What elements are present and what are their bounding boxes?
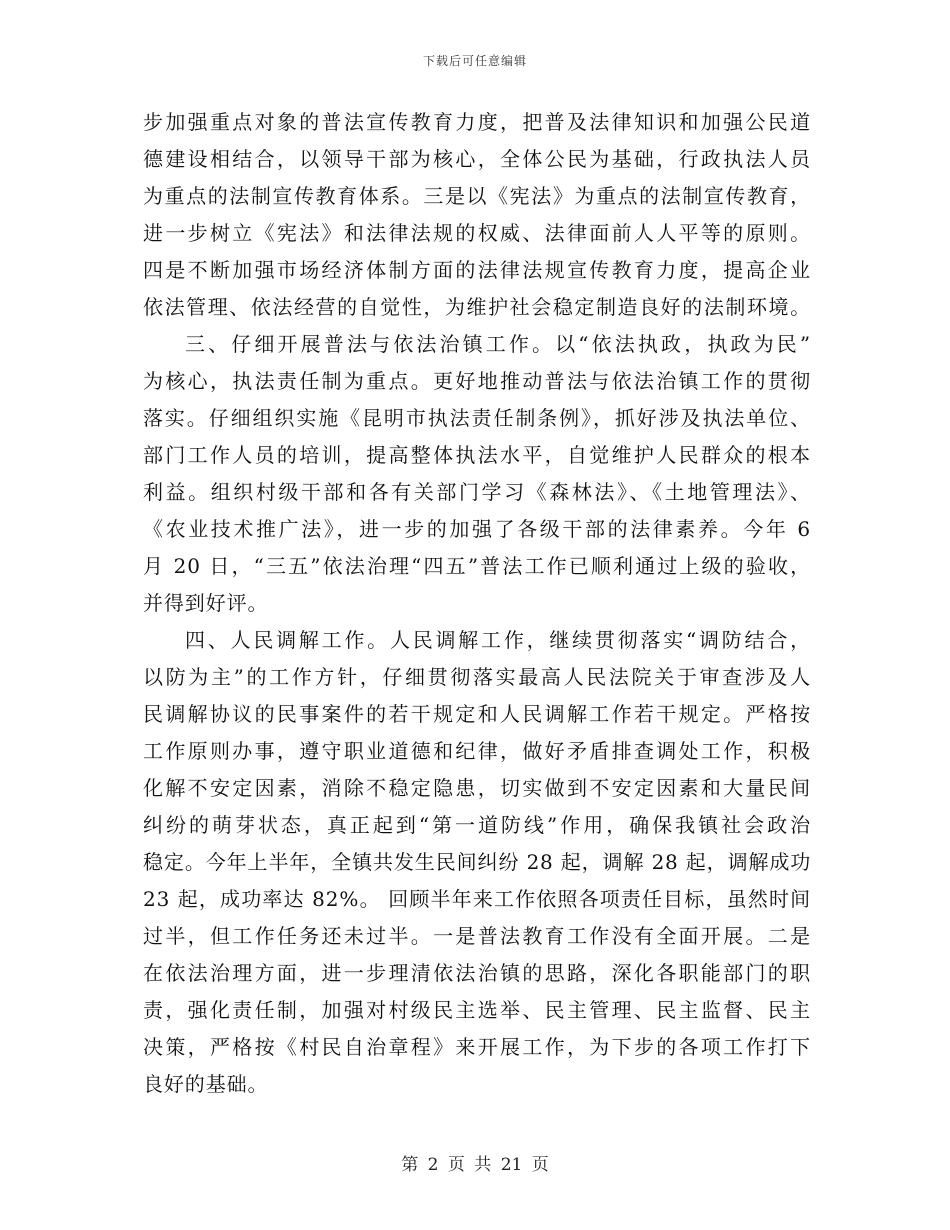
paragraph bbox=[143, 104, 811, 326]
text-line: 为核心，执法责任制为重点。更好地推动普法与依法治镇工作的贯彻 bbox=[143, 369, 811, 393]
text-line: 四、人民调解工作。人民调解工作，继续贯彻落实“调防结合， bbox=[185, 628, 811, 652]
text-line: 三、仔细开展普法与依法治镇工作。以“依法执政，执政为民” bbox=[185, 332, 811, 356]
text-line: 在依法治理方面，进一步理清依法治镇的思路，深化各职能部门的职 bbox=[143, 961, 811, 985]
text-line: 进一步树立《宪法》和法律法规的权威、法律面前人人平等的原则。 bbox=[143, 221, 811, 245]
text-line: 民调解协议的民事案件的若干规定和人民调解工作若干规定。严格按 bbox=[143, 702, 811, 726]
text-line: 步加强重点对象的普法宣传教育力度，把普及法律知识和加强公民道 bbox=[143, 110, 811, 134]
paragraph bbox=[143, 622, 811, 1103]
text-line: 稳定。今年上半年，全镇共发生民间纠纷 28 起，调解 28 起，调解成功 bbox=[143, 850, 811, 874]
text-line: 纠纷的萌芽状态，真正起到“第一道防线”作用，确保我镇社会政治 bbox=[143, 813, 811, 837]
text-line: 为重点的法制宣传教育体系。三是以《宪法》为重点的法制宣传教育， bbox=[143, 184, 811, 208]
paragraph bbox=[143, 326, 811, 622]
text-line: 利益。组织村级干部和各有关部门学习《森林法》、《土地管理法》、 bbox=[143, 480, 811, 504]
text-line: 四是不断加强市场经济体制方面的法律法规宣传教育力度，提高企业 bbox=[143, 258, 811, 282]
text-line: 化解不安定因素，消除不稳定隐患，切实做到不安定因素和大量民间 bbox=[143, 776, 811, 800]
page-header: 下载后可任意编辑 bbox=[422, 54, 527, 68]
text-line: 德建设相结合，以领导干部为核心，全体公民为基础，行政执法人员 bbox=[143, 147, 811, 171]
text-line: 月 20 日，“三五”依法治理“四五”普法工作已顺利通过上级的验收， bbox=[143, 554, 811, 578]
text-line: 良好的基础。 bbox=[143, 1072, 269, 1096]
text-line: 23 起，成功率达 82%。 回顾半年来工作依照各项责任目标，虽然时间 bbox=[143, 887, 811, 911]
text-line: 责，强化责任制，加强对村级民主选举、民主管理、民主监督、民主 bbox=[143, 998, 811, 1022]
text-line: 以防为主”的工作方针，仔细贯彻落实最高人民法院关于审查涉及人 bbox=[143, 665, 811, 689]
text-line: 依法管理、依法经营的自觉性，为维护社会稳定制造良好的法制环境。 bbox=[143, 295, 811, 319]
text-line: 过半，但工作任务还未过半。一是普法教育工作没有全面开展。二是 bbox=[143, 924, 811, 948]
text-line: 并得到好评。 bbox=[143, 591, 269, 615]
page-number: 第 2 页 共 21 页 bbox=[401, 1155, 549, 1175]
text-line: 《农业技术推广法》，进一步的加强了各级干部的法律素养。今年 6 bbox=[143, 517, 811, 541]
text-line: 工作原则办事，遵守职业道德和纪律，做好矛盾排查调处工作，积极 bbox=[143, 739, 811, 763]
text-line: 落实。仔细组织实施《昆明市执法责任制条例》，抓好涉及执法单位、 bbox=[143, 406, 811, 430]
document-body bbox=[143, 104, 811, 1103]
text-line: 部门工作人员的培训，提高整体执法水平，自觉维护人民群众的根本 bbox=[143, 443, 811, 467]
text-line: 决策，严格按《村民自治章程》来开展工作，为下步的各项工作打下 bbox=[143, 1035, 811, 1059]
